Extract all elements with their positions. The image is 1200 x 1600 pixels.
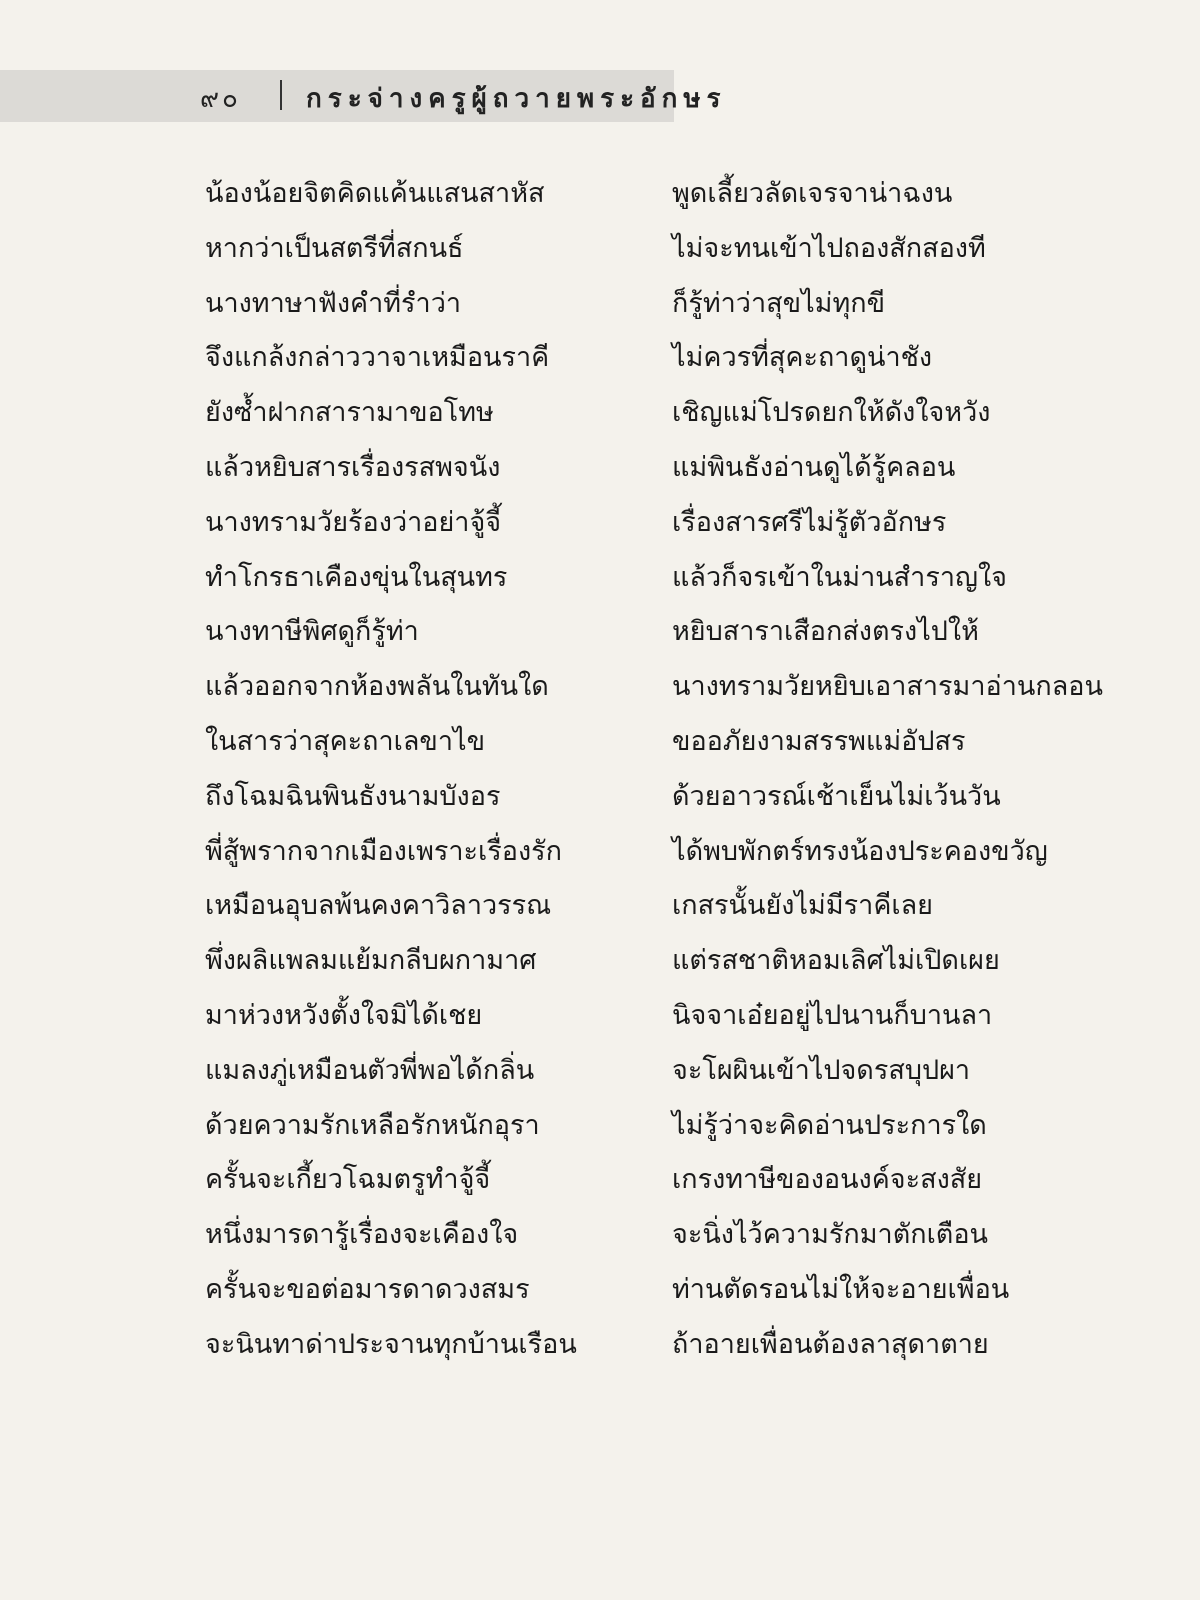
verse-line: นางทรามวัยหยิบเอาสารมาอ่านกลอน: [672, 671, 1103, 703]
header-divider: [280, 80, 282, 110]
verse-line: หยิบสาราเสือกส่งตรงไปให้: [672, 616, 979, 648]
verse-line: เชิญแม่โปรดยกให้ดังใจหวัง: [672, 397, 991, 429]
verse-line: ไม่ควรที่สุคะถาดูน่าชัง: [672, 342, 933, 374]
verse-line: ได้พบพักตร์ทรงน้องประคองขวัญ: [672, 835, 1048, 867]
verse-line: หากว่าเป็นสตรีที่สกนธ์: [205, 232, 464, 264]
verse-line: ไม่รู้ว่าจะคิดอ่านประการใด: [672, 1109, 987, 1141]
verse-line: แล้วก็จรเข้าในม่านสำราญใจ: [672, 561, 1007, 593]
verse-line: นางทาษาฟังคำที่รำว่า: [205, 287, 462, 319]
verse-line: มาห่วงหวังตั้งใจมิได้เชย: [205, 999, 483, 1031]
verse-line: ถ้าอายเพื่อนต้องลาสุดาตาย: [672, 1328, 989, 1360]
verse-line: ท่านตัดรอนไม่ให้จะอายเพื่อน: [672, 1273, 1010, 1305]
verse-line: พูดเลี้ยวลัดเจรจาน่าฉงน: [672, 178, 953, 209]
verse-line: เหมือนอุบลพ้นคงคาวิลาวรรณ: [205, 890, 552, 922]
page-number: ๙๐: [200, 84, 241, 114]
verse-line: จะโผผินเข้าไปจดรสบุปผา: [672, 1054, 971, 1086]
verse-line: แมลงภู่เหมือนตัวพี่พอได้กลิ่น: [205, 1054, 535, 1086]
verse-line: จะนิ่งไว้ความรักมาตักเตือน: [672, 1219, 989, 1251]
verse-line: ครั้นจะขอต่อมารดาดวงสมร: [205, 1273, 530, 1305]
verse-line: ไม่จะทนเข้าไปถองสักสองที: [672, 232, 986, 264]
verse-line: จะนินทาด่าประจานทุกบ้านเรือน: [205, 1328, 577, 1360]
verse-line: แต่รสชาติหอมเลิศไม่เปิดเผย: [672, 945, 1000, 977]
verse-line: พี่สู้พรากจากเมืองเพราะเรื่องรัก: [205, 835, 563, 867]
poem-left-column: [205, 174, 577, 1380]
verse-line: ในสารว่าสุคะถาเลขาไข: [205, 725, 486, 757]
verse-line: เกรงทาษีของอนงค์จะสงสัย: [672, 1164, 983, 1196]
poem-right-column: [672, 174, 1103, 1380]
verse-line: นางทาษีพิศดูก็รู้ท่า: [205, 616, 419, 648]
verse-line: แม่พินธังอ่านดูได้รู้คลอน: [672, 451, 956, 483]
verse-line: นางทรามวัยร้องว่าอย่าจู้จี้: [205, 506, 502, 538]
verse-line: นิจจาเอ๋ยอยู่ไปนานก็บานลา: [672, 999, 993, 1031]
verse-line: จึงแกล้งกล่าววาจาเหมือนราคี: [205, 342, 550, 374]
verse-line: ครั้นจะเกี้ยวโฉมตรูทำจู้จี้: [205, 1164, 491, 1196]
verse-line: ถึงโฉมฉินพินธังนามบังอร: [205, 780, 501, 812]
verse-line: น้องน้อยจิตคิดแค้นแสนสาหัส: [205, 178, 545, 209]
verse-line: ด้วยความรักเหลือรักหนักอุรา: [205, 1109, 540, 1141]
book-title: กระจ่างครูผู้ถวายพระอักษร: [306, 84, 727, 114]
verse-line: ก็รู้ท่าว่าสุขไม่ทุกขี: [672, 287, 886, 319]
verse-line: แล้วหยิบสารเรื่องรสพจนัง: [205, 451, 501, 483]
verse-line: พึ่งผลิแพลมแย้มกลีบผกามาศ: [205, 945, 537, 977]
verse-line: แล้วออกจากห้องพลันในทันใด: [205, 671, 549, 703]
verse-line: หนึ่งมารดารู้เรื่องจะเคืองใจ: [205, 1219, 519, 1251]
verse-line: เรื่องสารศรีไม่รู้ตัวอักษร: [672, 506, 947, 538]
verse-line: เกสรนั้นยังไม่มีราคีเลย: [672, 890, 933, 922]
verse-line: ขออภัยงามสรรพแม่อัปสร: [672, 725, 966, 757]
verse-line: ด้วยอาวรณ์เช้าเย็นไม่เว้นวัน: [672, 780, 1001, 812]
verse-line: ยังซ้ำฝากสารามาขอโทษ: [205, 397, 494, 429]
verse-line: ทำโกรธาเคืองขุ่นในสุนทร: [205, 561, 508, 593]
